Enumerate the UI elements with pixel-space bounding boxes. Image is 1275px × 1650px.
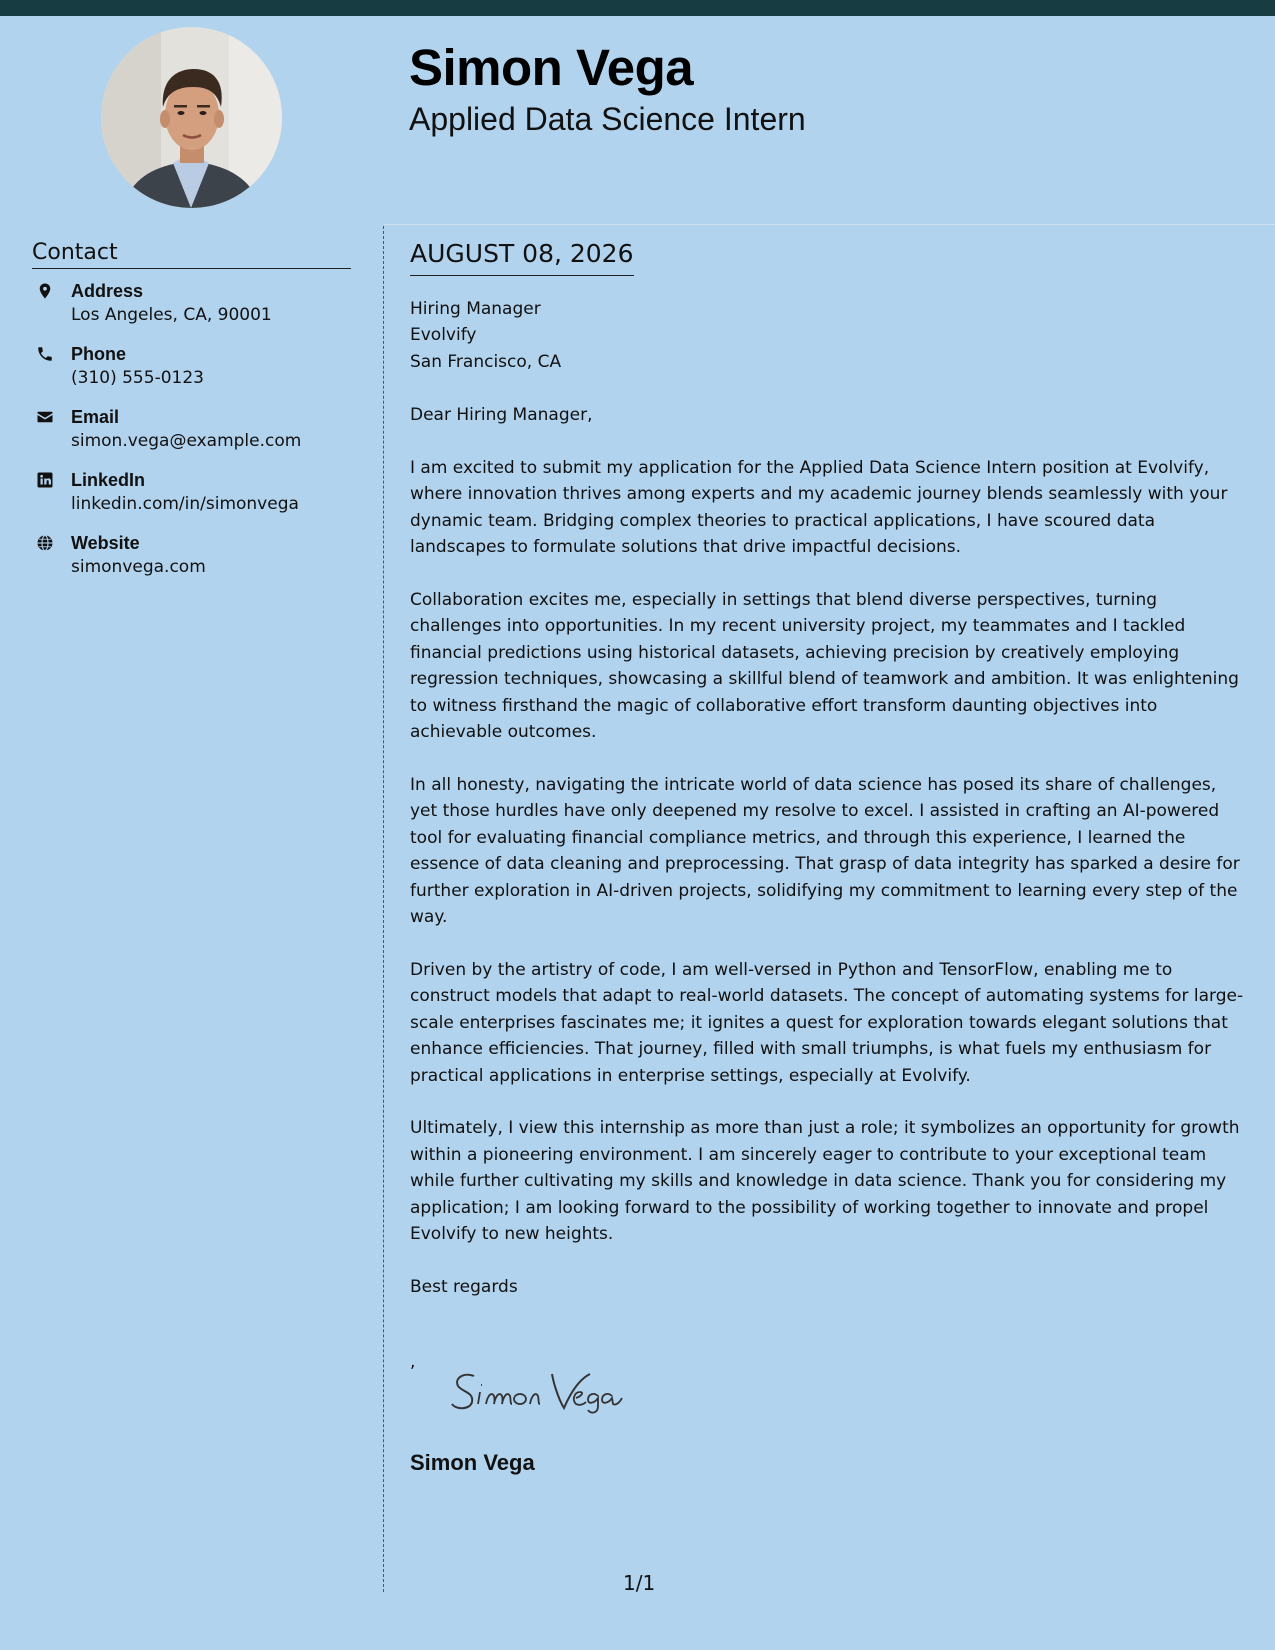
salutation: Dear Hiring Manager,: [410, 405, 593, 426]
recipient-block: [410, 296, 1245, 376]
location-pin-icon: [36, 282, 54, 300]
contact-item-linkedin: [32, 468, 351, 516]
letter-paragraph: Driven by the artistry of code, I am well-versed in Python and TensorFlow, enabling me to construct models that adapt to real-world datasets. The concept of automating systems for large-scale enterprises fascinates me; it ignites a quest for exploration towards elegant solutions that enhance efficiencies. That journey, filled with small triumphs, is what fuels my enthusiasm for practical applications in enterprise settings, especially at Evolvify.: [410, 959, 1244, 1086]
contact-label: Address: [71, 281, 144, 301]
envelope-icon: [36, 408, 54, 426]
letter-paragraph: In all honesty, navigating the intricate world of data science has posed its share of challenges, yet those hurdles have only deepened my resolve to excel. I assisted in crafting an AI-powered tool for evaluating financial compliance metrics, and through this experience, I learned the essence of data cleaning and preprocessing. That grasp of data integrity has sparked a desire for further exploration in AI-driven projects, solidifying my commitment to learning every step of the way.: [410, 774, 1240, 928]
contact-label: LinkedIn: [71, 470, 146, 490]
closing: Best regards: [410, 1276, 518, 1297]
job-title: Applied Data Science Intern: [409, 101, 806, 137]
recipient-line: San Francisco, CA: [410, 351, 562, 372]
contact-value: simon.vega@example.com: [71, 431, 302, 451]
contact-item-email: [32, 405, 351, 453]
globe-icon: [36, 534, 54, 552]
applicant-name: Simon Vega: [409, 39, 694, 96]
linkedin-icon: [36, 471, 54, 489]
handwritten-signature: [448, 1366, 638, 1420]
contact-value: (310) 555-0123: [71, 368, 204, 388]
closing-comma: ,: [410, 1352, 416, 1373]
contact-heading: Contact: [32, 240, 351, 269]
recipient-line: Evolvify: [410, 325, 477, 346]
avatar: [101, 27, 282, 208]
letter-date: AUGUST 08, 2026: [410, 240, 634, 276]
contact-label: Website: [71, 533, 140, 553]
top-accent-bar: [0, 0, 1275, 16]
contact-value: linkedin.com/in/simonvega: [71, 494, 299, 514]
contact-item-website: [32, 531, 351, 579]
contact-value: simonvega.com: [71, 557, 206, 577]
signer-name: Simon Vega: [410, 1450, 535, 1475]
recipient-line: Hiring Manager: [410, 298, 541, 319]
contact-label: Phone: [71, 344, 127, 364]
contact-item-phone: [32, 342, 351, 390]
page-number: 1/1: [623, 1571, 656, 1595]
phone-icon: [36, 345, 54, 363]
header-divider: [384, 224, 1275, 225]
column-divider: [383, 226, 384, 1592]
letter-paragraph: I am excited to submit my application for the Applied Data Science Intern position at Evolvify, where innovation thrives among experts and my academic journey blends seamlessly with your dynamic team. Bridging complex theories to practical applications, I have scoured data landscapes to formulate solutions that drive impactful decisions.: [410, 457, 1228, 558]
letter-body: [410, 240, 1245, 1376]
letter-paragraph: Collaboration excites me, especially in settings that blend diverse perspectives, turning challenges into opportunities. In my recent university project, my teammates and I tackled financial predictions using historical datasets, achieving precision by creatively employing regression techniques, showcasing a skillful blend of teamwork and ambition. It was enlightening to witness firsthand the magic of collaborative effort transform daunting objectives into achievable outcomes.: [410, 589, 1239, 743]
contact-label: Email: [71, 407, 120, 427]
contact-sidebar: [32, 240, 351, 594]
letter-paragraph: Ultimately, I view this internship as more than just a role; it symbolizes an opportunity for growth within a pioneering environment. I am sincerely eager to contribute to your exceptional team while further cultivating my skills and knowledge in data science. Thank you for considering my application; I am looking forward to the possibility of working together to innovate and propel Evolvify to new heights.: [410, 1118, 1240, 1245]
contact-value: Los Angeles, CA, 90001: [71, 305, 272, 325]
contact-item-address: [32, 279, 351, 327]
